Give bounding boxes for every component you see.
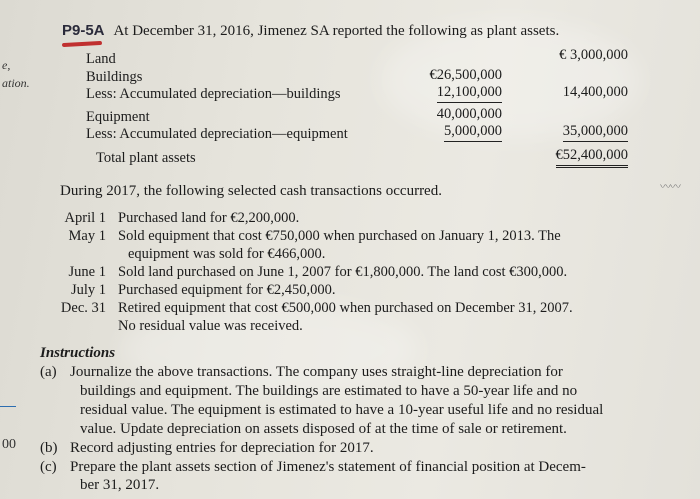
margin-note-3: 00	[2, 437, 16, 452]
accum-buildings-amount: 12,100,000	[437, 84, 502, 103]
margin-note-1: e,	[2, 58, 11, 72]
instruction-text-cont: ber 31, 2017.	[80, 477, 160, 493]
instruction-letter: (c)	[40, 459, 57, 475]
equipment-amount: 40,000,000	[436, 106, 502, 122]
red-highlight-mark	[62, 41, 102, 47]
transaction-text: Sold equipment that cost €750,000 when purchased on January 1, 2013. The	[118, 228, 561, 244]
instruction-text: Prepare the plant assets section of Jimenez's statement of financial position at Decem-	[70, 459, 586, 475]
margin-note-2: ation.	[2, 76, 30, 90]
buildings-label: Buildings	[86, 69, 143, 85]
transaction-text: Sold land purchased on June 1, 2007 for €1,800,000. The land cost €300,000.	[118, 264, 568, 280]
instructions-title: Instructions	[40, 345, 116, 361]
transaction-date: May 1	[68, 228, 106, 244]
margin-rule	[0, 406, 16, 407]
instruction-text-cont: residual value. The equipment is estimated to have a 10-year useful life and no residual	[80, 402, 604, 418]
accum-buildings-label: Less: Accumulated depreciation—buildings	[86, 86, 341, 102]
instruction-text-cont: buildings and equipment. The buildings are estimated to have a 50-year life and no	[80, 383, 578, 399]
land-total: € 3,000,000	[559, 47, 628, 63]
transaction-text-cont: No residual value was received.	[118, 318, 303, 334]
transaction-text: Retired equipment that cost €500,000 when purchased on December 31, 2007.	[118, 300, 573, 316]
transaction-text: Purchased land for €2,200,000.	[118, 210, 300, 226]
problem-heading	[62, 22, 559, 40]
instruction-item	[40, 364, 563, 381]
instruction-letter: (a)	[40, 364, 57, 380]
land-label: Land	[86, 51, 116, 67]
transaction-date: April 1	[64, 210, 106, 226]
instruction-text-cont: value. Update depreciation on assets disposed of at the time of sale or retirement.	[80, 421, 567, 437]
transaction-text: Purchased equipment for €2,450,000.	[118, 282, 336, 298]
instruction-text: Journalize the above transactions. The company uses straight-line depreciation for	[70, 364, 563, 380]
total-plant-assets: €52,400,000	[556, 147, 629, 168]
equipment-label: Equipment	[86, 109, 150, 125]
problem-number: P9-5A	[62, 22, 105, 39]
accum-equipment-amount: 5,000,000	[444, 123, 502, 142]
instruction-item	[40, 440, 374, 457]
transactions-intro: During 2017, the following selected cash transactions occurred.	[60, 183, 442, 199]
transaction-date: July 1	[70, 282, 106, 298]
instruction-text: Record adjusting entries for depreciation for 2017.	[70, 440, 374, 456]
accum-equipment-label: Less: Accumulated depreciation—equipment	[86, 126, 348, 142]
problem-intro: At December 31, 2016, Jimenez SA reported the following as plant assets.	[113, 23, 560, 39]
accum-equipment-total: 35,000,000	[563, 123, 628, 142]
transaction-date: June 1	[68, 264, 106, 280]
handwritten-scribble: 〰〰	[660, 181, 680, 193]
total-plant-assets-label: Total plant assets	[96, 150, 196, 166]
transaction-text-cont: equipment was sold for €466,000.	[128, 246, 326, 262]
buildings-amount: €26,500,000	[429, 67, 502, 83]
instruction-item	[40, 459, 586, 476]
transaction-date: Dec. 31	[60, 300, 106, 316]
accum-buildings-total: 14,400,000	[562, 84, 628, 100]
instruction-letter: (b)	[40, 440, 58, 456]
